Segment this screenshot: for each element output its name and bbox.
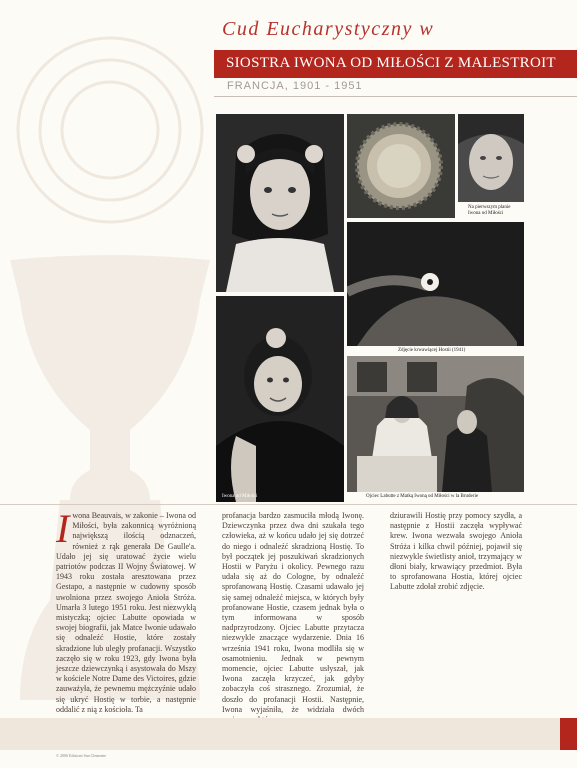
caption-young-child: Iwona od Miłości: [222, 494, 258, 499]
photo-priest-and-nun: [347, 356, 524, 492]
photo-girl-portrait: [216, 114, 344, 292]
photo-nun-face: [458, 114, 524, 202]
caption-host-photo: Zdjęcie krwawiącej Hostii (1941): [398, 348, 466, 353]
footer-copyright: © 2006 Edizioni San Clemente: [56, 753, 106, 758]
article-col1-rest: Udało jej się uratować życie wielu patriotów podczas II Wojny Światowej. W 1943 roku została aresztowana przez Gestapo, a następnie w cudowny sposób uwolniona przez swojego Anioła Stróża. Umarła 3 lutego 1951 roku. Jest niezwykłą mistyczką; ojciec Labutte opowiada w swojej biografii, jak Matce Iwonie udawało się odnaleźć Hostie, które zostały skradzione lub uległy profanacji. Wszystko zaczęło się w roku 1923, gdy Iwona była jeszcze dziewczynką i asystowała do Mszy w kościele Notre Dame des Victoires, gdzie zauważyła, że pewnemu mężczyźnie udało się ukryć Hostię w torbie, a następnie oddalić z nią z kościoła. Ta: [56, 551, 196, 714]
article-column-2: profanacja bardzo zasmuciła młodą Iwonę. Dziewczynka przez dwa dni szukała tego człowieka, aż w końcu udało jej się dotrzeć do niego i odnaleźć skradzioną Hostię. To był początek jej poszukiwań skradzionych Hostii w Paryżu i okolicy. Pewnego razu udała się aż do Cologne, by odnaleźć sprofanowaną Hostię. Czasami udawało jej się samej odnaleźć miejsca, w których były profanowane Hostie, czasem jednak była o tym informowana w sposób nadprzyrodzony. Ojciec Labutte przytacza niezwykle znaczące wydarzenie. Dnia 16 września 1941 roku, Iwona modliła się w osamotnieniu. Jednak w pewnym momencie, ojciec Labutte usłyszał, jak Iwona zaczęła krzyczeć, jak gdyby zobaczyła coś strasznego. Zrozumiał, że doszło do profanacji Hostii. Następnie, Iwona wyjaśniła, że widziała dwóch: [222, 511, 364, 714]
drop-cap: I: [56, 506, 70, 551]
script-title: Cud Eucharystyczny w: [222, 18, 435, 40]
caption-priest: Ojciec Labutte z Matką Iwoną od Miłości w la Bruderie: [366, 494, 479, 499]
subtitle: FRANCJA, 1901 - 1951: [227, 80, 363, 92]
photo-young-child: [216, 296, 344, 502]
girl-portrait-image: [216, 114, 344, 292]
bottom-band: [0, 718, 577, 750]
article-column-3: dziurawili Hostię przy pomocy szydła, a następnie z Hostii zaczęła wypływać krew. Iwona wezwała swojego Anioła Stróża i kilka chwil później, pojawił się niezwykle świetlisty anioł, trzymający w dłoni biały, krwawiący przedmiot. Była to sprofanowana Hostia, której ojciec Labutte zdołał zrobić zdjęcie.: [390, 511, 522, 592]
article-col1-lead: wona Beauvais, w zakonie – Iwona od Miłości, była zakonnicą wyróżnioną największą ilością odznaczeń, również z rąk generała De Gaulle'a.: [72, 511, 196, 551]
priest-and-nun-image: [347, 356, 524, 492]
photo-bleeding-host: [347, 222, 524, 346]
bottom-accent: [560, 718, 577, 750]
page-title: SIOSTRA IWONA OD MIŁOŚCI Z MALESTROIT: [226, 55, 556, 71]
photo-paten: [347, 114, 455, 218]
title-bar: [214, 50, 577, 78]
bleeding-host-image: [347, 222, 524, 346]
caption-first-paten: Na pierwszym planie Iwona od Miłości: [468, 205, 511, 216]
young-child-image: [216, 296, 344, 502]
paten-image: [347, 114, 455, 218]
article-separator: [0, 504, 577, 505]
nun-face-image: [458, 114, 524, 202]
title-underline: [214, 96, 577, 97]
article-column-1: [56, 506, 196, 715]
